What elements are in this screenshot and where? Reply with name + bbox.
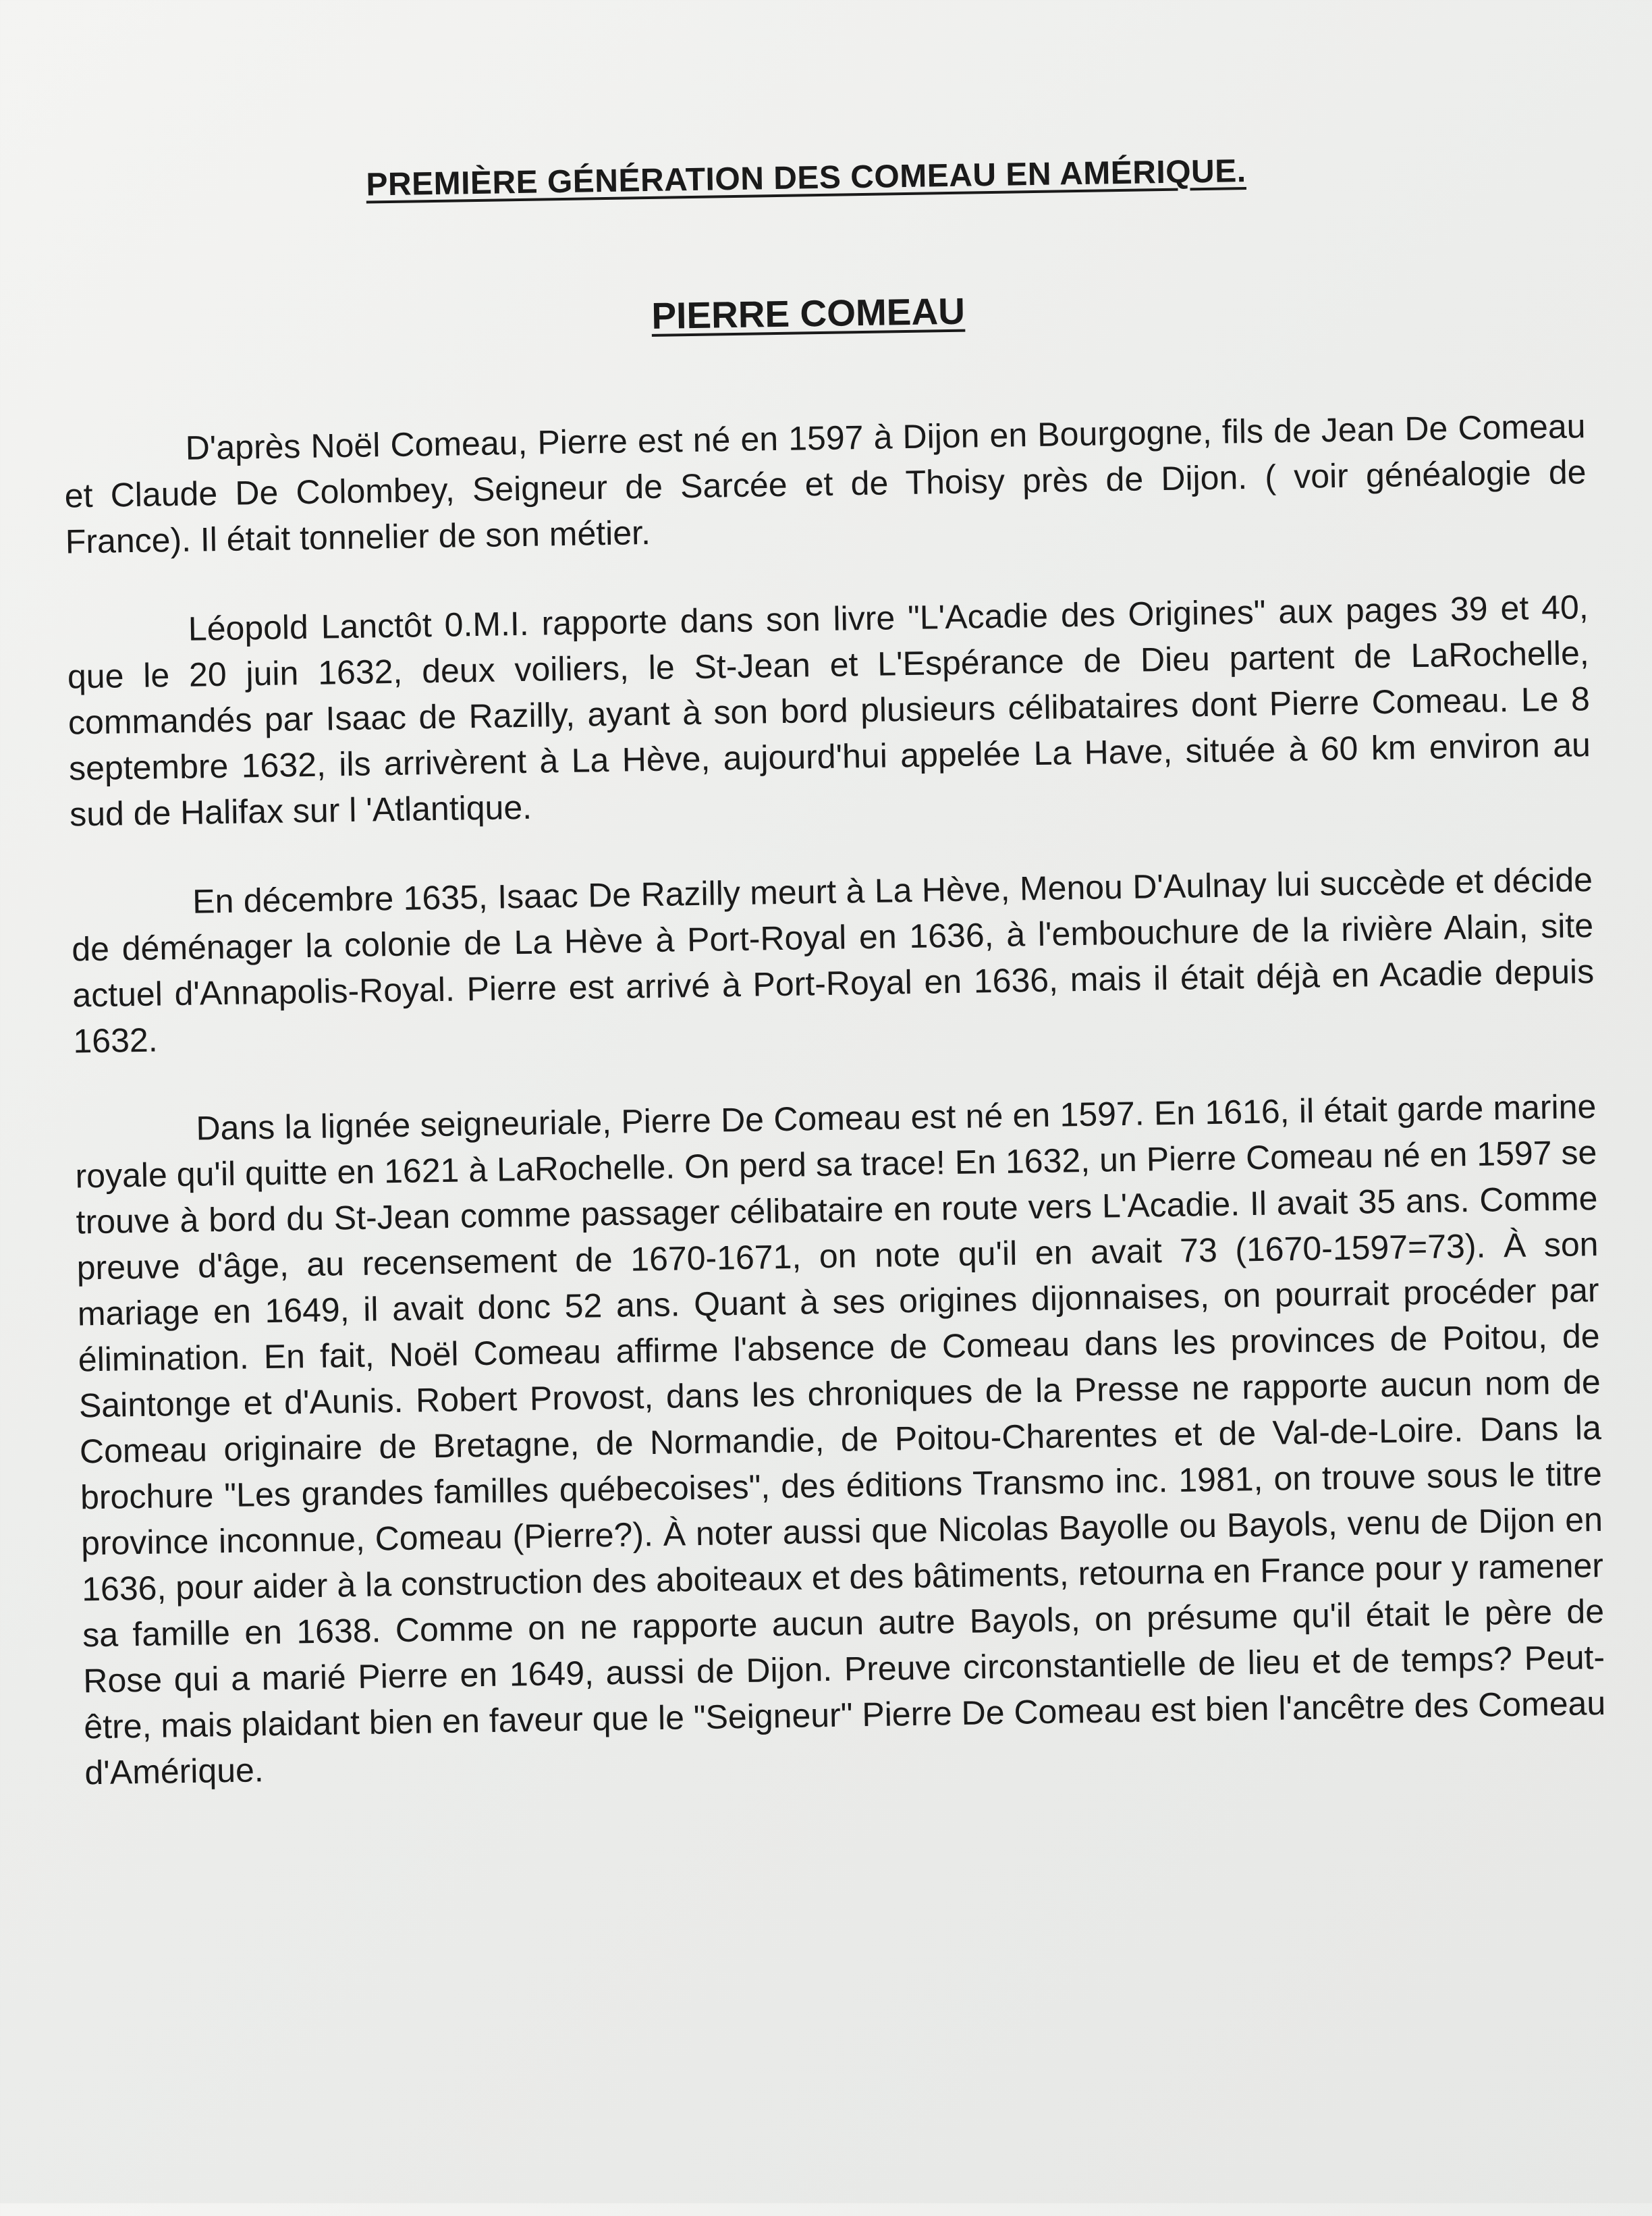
document-subtitle: PIERRE COMEAU: [651, 290, 966, 337]
document-title: PREMIÈRE GÉNÉRATION DES COMEAU EN AMÉRIQUE.: [366, 153, 1246, 203]
paragraph: Léopold Lanctôt 0.M.I. rapporte dans son livre "L'Acadie des Origines" aux pages 39 et 40, que le 20 juin 1632, deux voiliers, le St-Jean et L'Espérance de Dieu partent de LaRochelle, commandés par Isaac de Razilly, ayant à son bord plusieurs célibataires dont Pierre Comeau. Le 8 septembre 1632, ils arrivèrent à La Hève, aujourd'hui appelée La Have, située à 60 km environ au sud de Halifax sur l 'Atlantique.: [67, 588, 1591, 834]
paragraph: En décembre 1635, Isaac De Razilly meurt à La Hève, Menou D'Aulnay lui succède et décide de déménager la colonie de La Hève à Port-Royal en 1636, à l'embouchure de la rivière Alain, site actuel d'Annapolis-Royal. Pierre est arrivé à Port-Royal en 1636, mais il était déjà en Acadie depuis 1632.: [71, 861, 1595, 1060]
paragraph: D'après Noël Comeau, Pierre est né en 1597 à Dijon en Bourgogne, fils de Jean De Comeau et Claude De Colombey, Seigneur de Sarcée et de Thoisy près de Dijon. ( voir généalogie de France). Il était tonnelier de son métier.: [64, 407, 1587, 561]
document-body: [63, 403, 1607, 1839]
paragraph: Dans la lignée seigneuriale, Pierre De Comeau est né en 1597. En 1616, il était garde marine royale qu'il quitte en 1621 à LaRochelle. On perd sa trace! En 1632, un Pierre Comeau né en 1597 se trouve à bord du St-Jean comme passager célibataire en route vers L'Acadie. Il avait 35 ans. Comme preuve d'âge, au recensement de 1670-1671, on note qu'il en avait 73 (1670-1597=73). À son mariage en 1649, il avait donc 52 ans. Quant à ses origines dijonnaises, on pourrait procéder par élimination. En fait, Noël Comeau affirme l'absence de Comeau dans les provinces de Poitou, de Saintonge et d'Aunis. Robert Provost, dans les chroniques de la Presse ne rapporte aucun nom de Comeau originaire de Bretagne, de Normandie, de Poitou-Charentes et de Val-de-Loire. Dans la brochure "Les grandes familles québecoises", des éditions Transmo inc. 1981, on trouve sous le titre province inconnue, Comeau (Pierre?). À noter aussi que Nicolas Bayolle ou Bayols, venu de Dijon en 1636, pour aider à la construction des aboiteaux et des bâtiments, retourna en France pour y ramener sa famille en 1638. Comme on ne rapporte aucun autre Bayols, on présume qu'il était le père de Rose qui a marié Pierre en 1649, aussi de Dijon. Preuve circonstantielle de lieu et de temps? Peut-être, mais plaidant bien en faveur que le "Seigneur" Pierre De Comeau est bien l'ancêtre des Comeau d'Amérique.: [75, 1087, 1606, 1792]
